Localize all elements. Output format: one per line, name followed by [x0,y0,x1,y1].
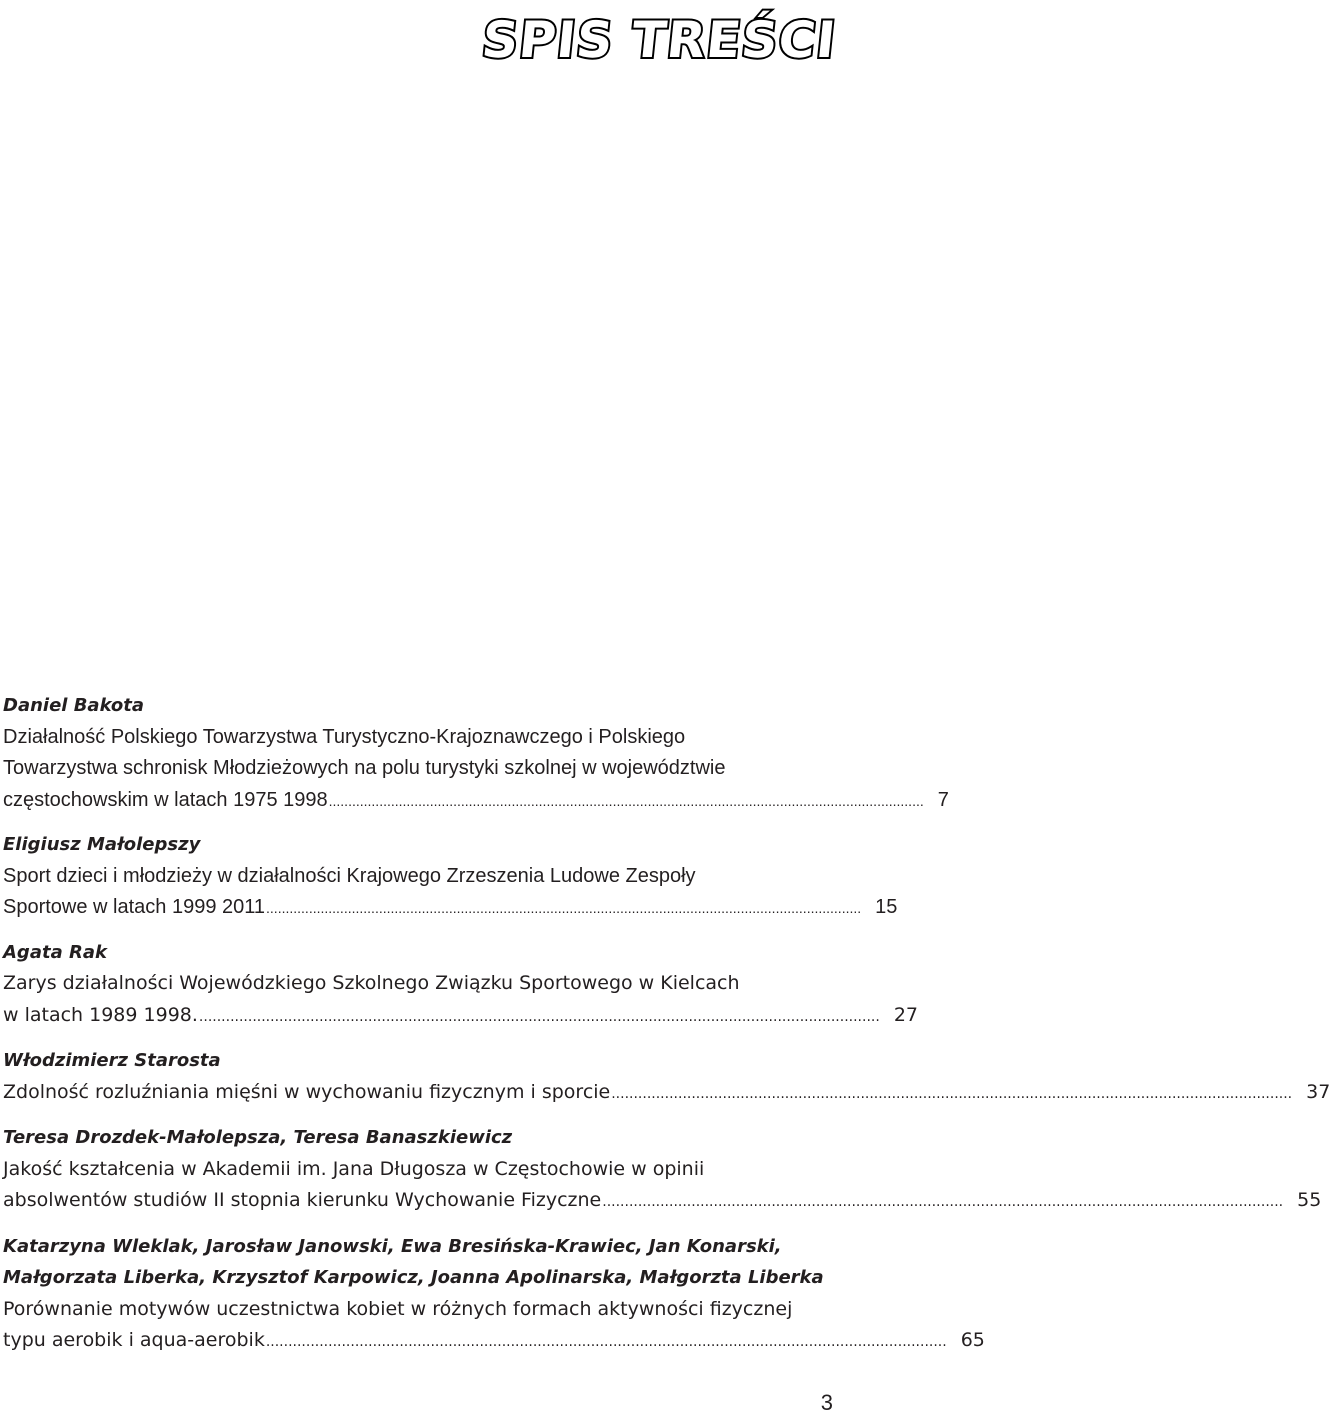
entry-last-line [3,1325,985,1359]
entry-author: Małgorzata Liberka, Krzysztof Karpowicz, Joanna Apolinarska, Małgorzta Liberka [3,1267,824,1288]
entry-title-line: w latach 1989 1998. [3,1003,198,1026]
entry-title-line: typu aerobik i aqua-aerobik [3,1329,265,1351]
entry-title-line: Sportowe w latach 1999 2011 [3,896,266,918]
toc-entry-starosta [3,1045,1330,1110]
dot-leader: ......................................................................................................................................................... [328,792,924,809]
page-title: SPIS TREŚCI [479,11,840,69]
dot-leader: ......................................................................................................................................................... [602,1194,1284,1210]
entry-page-number: 15 [875,896,898,918]
entry-author: Katarzyna Wleklak, Jarosław Janowski, Ewa Bresińska-Krawiec, Jan Konarski, [3,1235,782,1257]
entry-last-line [3,1077,1330,1111]
dot-leader: ......................................................................................................................................................... [265,1334,947,1350]
page-number: 3 [820,1390,833,1415]
entry-last-line [3,1185,1322,1219]
entry-last-line [3,892,898,925]
toc-entry-wleklak [3,1231,985,1359]
entry-author: Teresa Drozdek-Małolepsza, Teresa Banaszkiewicz [3,1127,513,1148]
entry-title-line: Towarzystwa schronisk Młodzieżowych na polu turystyki szkolnej w województwie [3,757,726,779]
dot-leader: ......................................................................................................................................................... [266,900,862,916]
dot-leader: ......................................................................................................................................................... [611,1085,1293,1102]
entry-title-line: Działalność Polskiego Towarzystwa Turystyczno-Krajoznawczego i Polskiego [3,725,686,748]
entry-last-line [3,1000,918,1034]
toc-entry-rak [3,937,918,1034]
entry-title-line: Jakość kształcenia w Akademii im. Jana Długosza w Częstochowie w opinii [3,1157,705,1180]
entry-page-number: 65 [960,1329,985,1351]
entry-author: Eligiusz Małolepszy [3,834,201,855]
dot-leader: ......................................................................................................................................................... [198,1008,880,1025]
entry-title-line: częstochowskim w latach 1975 1998 [3,788,328,811]
entry-page-number: 37 [1306,1080,1330,1103]
toc-entry-bakota [3,690,949,817]
entry-author: Agata Rak [3,941,107,963]
toc-entry-drozdek [3,1122,1322,1219]
entry-title-line: Sport dzieci i młodzieży w działalności Krajowego Zrzeszenia Ludowe Zespoły [3,864,696,887]
entry-last-line [3,785,949,818]
entry-author: Włodzimierz Starosta [3,1050,221,1071]
entry-page-number: 55 [1297,1189,1322,1211]
entry-title-line: Zdolność rozluźniania mięśni w wychowaniu fizycznym i sporcie [3,1080,611,1103]
toc-entry-malolepszy [3,829,898,925]
entry-page-number: 7 [937,788,949,811]
entry-author: Daniel Bakota [3,695,145,716]
entry-title-line: Zarys działalności Wojewódzkiego Szkolnego Związku Sportowego w Kielcach [3,972,740,994]
table-of-contents [3,690,1330,1371]
entry-page-number: 27 [893,1003,918,1026]
entry-title-line: absolwentów studiów II stopnia kierunku Wychowanie Fizyczne [3,1189,602,1211]
entry-title-line: Porównanie motywów uczestnictwa kobiet w różnych formach aktywności fizycznej [3,1297,793,1320]
